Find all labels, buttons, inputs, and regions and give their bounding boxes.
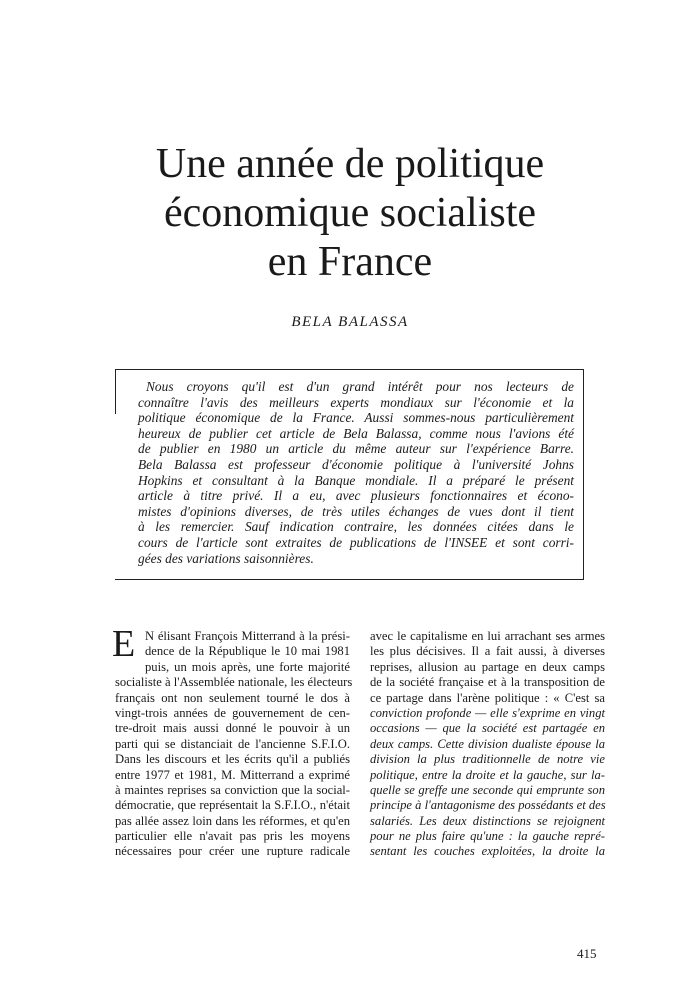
body-line: ce partage dans l'arène politique : « C'est sa xyxy=(370,690,605,705)
editorial-note-line: Nous croyons qu'il est d'un grand intérêt pour nos lecteurs de xyxy=(146,379,574,394)
author-name: BELA BALASSA xyxy=(291,314,409,330)
body-line: parti qui se distanciait de l'ancienne S.F.I.O. xyxy=(115,736,350,751)
editorial-note-line: heureux de publier cet article de Bela Balassa, comme nous l'avions été xyxy=(138,425,574,441)
body-column-right xyxy=(370,629,605,860)
body-line: sentant les couches exploitées, la droite la xyxy=(370,844,605,859)
title-line: Une année de politique xyxy=(155,141,545,187)
editorial-note-line: article à titre privé. Il a eu, avec plusieurs fonctionnaires et écono- xyxy=(138,488,574,504)
body-line: pas allée assez loin dans les réformes, et qu'en xyxy=(115,813,350,828)
body-line: à maintes reprises sa conviction que la social- xyxy=(115,782,350,797)
body-line: les plus décisives. Il a fait aussi, à diverses xyxy=(370,644,605,659)
editorial-note-line: Bela Balassa est professeur d'économie politique à l'université Johns xyxy=(138,456,574,472)
editorial-note-line: politique économique de la France. Aussi sommes-nous particulièrement xyxy=(138,410,574,426)
body-line: principe à l'antagonisme des possédants et des xyxy=(370,798,606,813)
editorial-note-line: Hopkins et consultant à la Banque mondiale. Il a préparé le présent xyxy=(138,472,574,488)
editorial-note-line: mistes d'opinions diverses, de très utiles échanges de vues dont il tient xyxy=(138,503,574,519)
body-line: quelle se greffe une seconde qui emprunte son xyxy=(370,782,605,797)
drop-cap: E xyxy=(112,623,136,665)
editorial-note-line: connaître l'avis des meilleurs experts mondiaux sur l'économie et la xyxy=(138,394,574,410)
body-column-left xyxy=(115,629,353,860)
body-line: Dans les discours et les écrits qu'il a publiés xyxy=(115,752,350,767)
body-line: nécessaires pour créer une rupture radicale xyxy=(115,844,350,859)
body-line: vingt-trois années de gouvernement de cen- xyxy=(115,705,350,720)
title-line: économique socialiste xyxy=(163,190,537,236)
article-title xyxy=(0,140,700,287)
title-line: en France xyxy=(267,239,433,285)
editorial-note-line: cours de l'article sont extraites de publications de l'INSEE et sont corri- xyxy=(138,534,574,550)
body-line: entre 1977 et 1981, M. Mitterrand a exprimé xyxy=(115,767,350,782)
body-line: avec le capitalisme en lui arrachant ses armes xyxy=(370,629,605,643)
body-line: dence de la République le 10 mai 1981 xyxy=(145,644,350,659)
body-line: français ont non seulement tourné le dos à xyxy=(115,690,350,705)
body-line: reprises, allusion au partage en deux camps xyxy=(370,659,605,674)
body-line: démocratie, que représentait la S.F.I.O., n'était xyxy=(115,798,350,813)
editorial-note-line: de publier en 1980 un article du même auteur sur l'expérience Barre. xyxy=(138,441,574,457)
body-line: de la société française et à la transposition de xyxy=(370,675,605,690)
body-line: occasions — que la société est partagée en xyxy=(370,721,605,736)
page-number: 415 xyxy=(577,946,597,961)
body-line: conviction profonde — elle s'exprime en vingt xyxy=(370,705,605,720)
editorial-note-frame-left-rule xyxy=(115,369,116,414)
body-line: division la plus traditionnelle de notre vie xyxy=(370,752,605,767)
editorial-note-line: à les remercier. Sauf indication contraire, les données citées dans le xyxy=(138,519,574,535)
body-line: N élisant François Mitterrand à la prési- xyxy=(145,629,350,643)
body-line: pour ne plus faire qu'une : la gauche repré- xyxy=(370,829,605,844)
body-line: deux camps. Cette division dualiste épouse la xyxy=(370,736,605,751)
body-line: socialiste à l'Assemblée nationale, les électeurs xyxy=(115,675,353,690)
body-line: puis, un mois après, une forte majorité xyxy=(145,659,350,674)
body-line: politique, entre la droite et la gauche, sur la- xyxy=(370,767,605,782)
editorial-note xyxy=(138,379,574,566)
body-line: tre-droit mais aussi donné le pouvoir à un xyxy=(115,721,350,736)
body-line: salariés. Les deux distinctions se rejoignent xyxy=(370,813,605,828)
body-line: particulier elle n'avait pas pris les moyens xyxy=(115,829,350,844)
editorial-note-line: gées des variations saisonnières. xyxy=(138,550,314,566)
